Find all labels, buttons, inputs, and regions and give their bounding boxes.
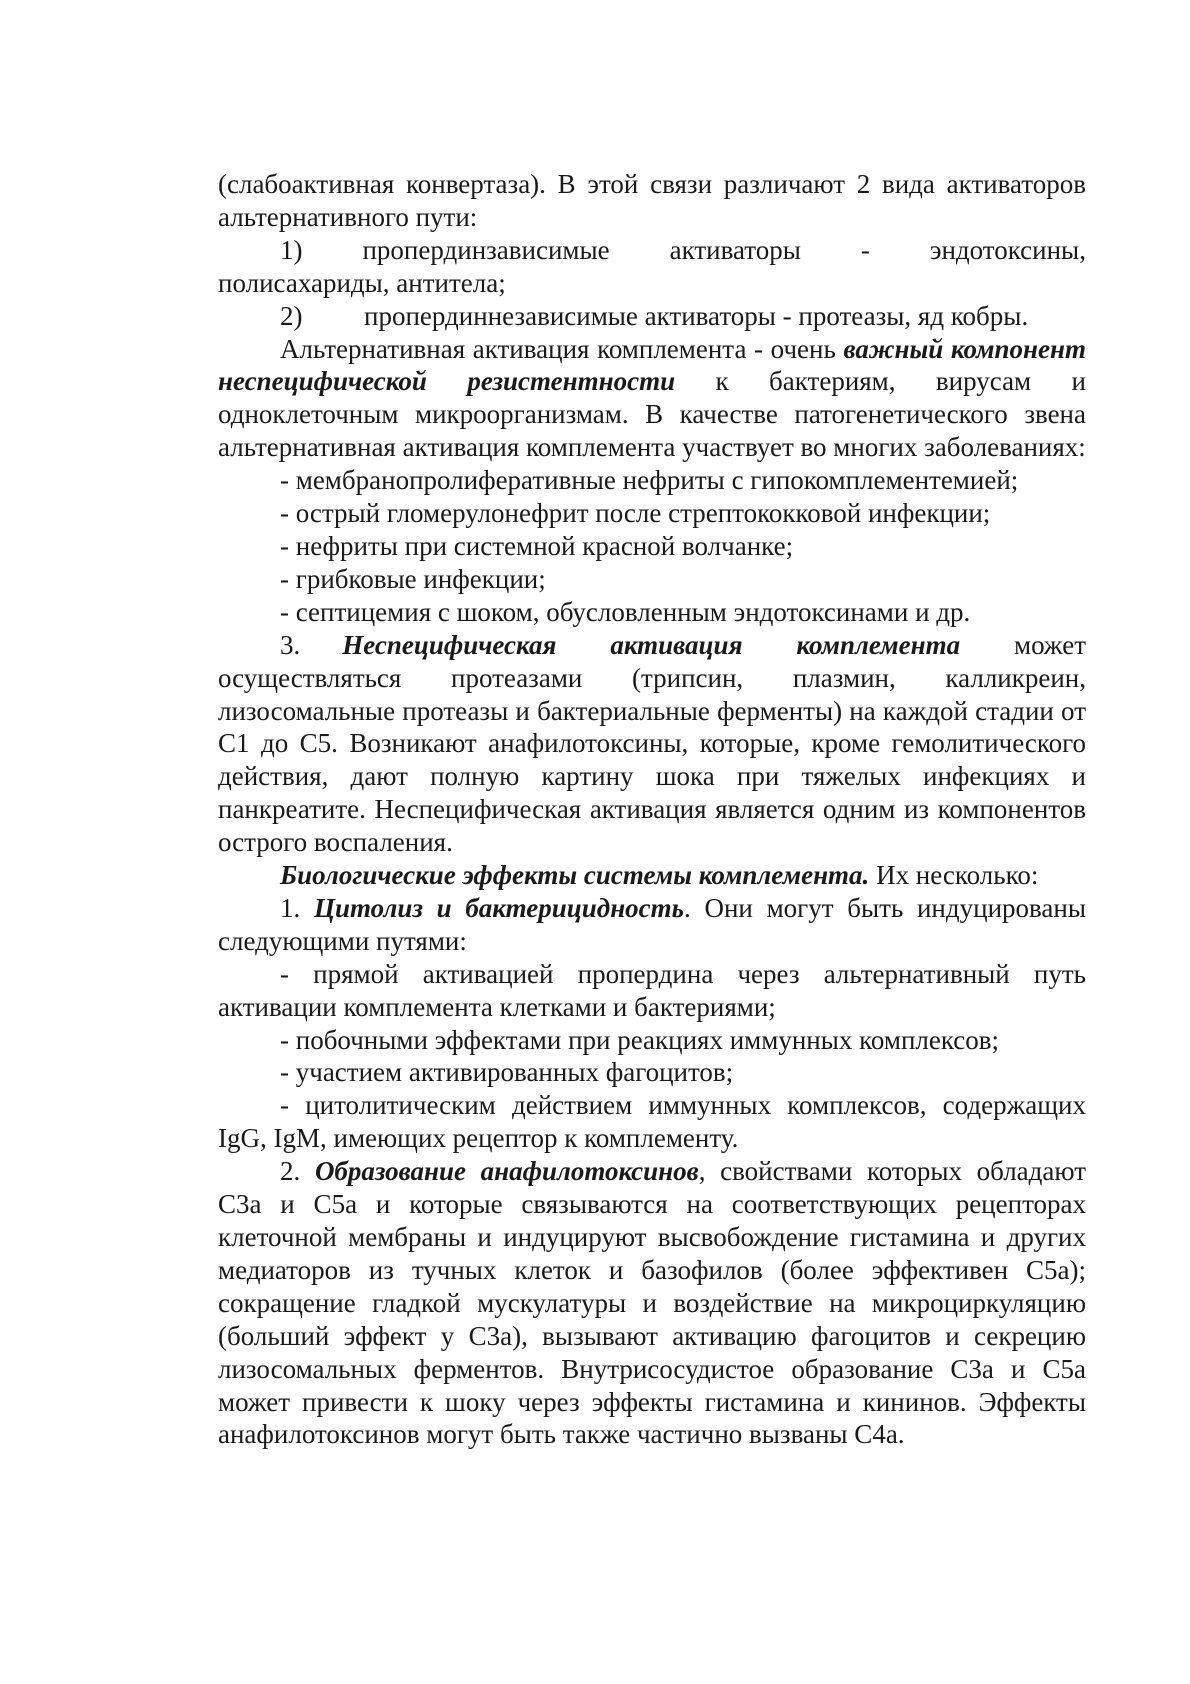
way-item: - участием активированных фагоцитов; <box>280 1057 734 1088</box>
section-number: 1. <box>280 892 314 923</box>
list-item-1-word-4: эндотоксины, <box>929 234 1086 265</box>
paragraph-cytolysis <box>218 892 1086 958</box>
paragraph-intro: (слабоактивная конвертаза). В этой связи различают 2 вида активаторов альтернативного пути: <box>218 169 1086 232</box>
list-item-2-text: пропердиннезависимые активаторы - протеазы, яд кобры. <box>364 300 1029 331</box>
list-item-1 <box>218 234 1086 267</box>
emphasis-text: Биологические эффекты системы комплемента. <box>280 860 870 891</box>
paragraph-alternative-activation <box>218 333 1086 465</box>
document-page <box>218 168 1086 1451</box>
way-item: - прямой активацией пропердина через альтернативный путь активации комплемента клетками и бактериями; <box>218 958 1086 1022</box>
list-item-2 <box>218 300 1086 333</box>
disease-item: - грибковые инфекции; <box>280 563 546 594</box>
disease-item: - мембранопролиферативные нефриты с гипокомплементемией; <box>280 465 1019 496</box>
section-number: 2. <box>280 1156 315 1187</box>
section-number: 3. <box>280 629 301 660</box>
paragraph-biological-effects <box>218 859 1086 892</box>
emphasis-text: Образование анафилотоксинов <box>314 1156 699 1187</box>
list-item-1-word-1: пропердинзависимые <box>362 234 610 265</box>
list-item-1-number: 1) <box>280 234 303 265</box>
text-run: , свойствами которых обладают С3а и С5а и которые связываются на соответствующих рецепторах клеточной мембраны и индуцируют высвобождение гистамина и других медиаторов из тучных клеток и базофилов (более эффективен С5а); сокращение гладкой мускулатуры и воздействие на микроциркуляцию (больший эффект у С3а), вызывают активацию фагоцитов и секрецию лизосомальных ферментов. Внутрисосудистое образование С3а и С5а может привести к шоку через эффекты гистамина и кининов. Эффекты анафилотоксинов могут быть также частично вызваны С4а. <box>218 1156 1087 1450</box>
text-run: Альтернативная активация комплемента - очень <box>280 333 844 364</box>
list-item-2-number: 2) <box>280 300 303 331</box>
disease-item: - острый гломерулонефрит после стрептококковой инфекции; <box>280 498 991 529</box>
list-item-1-word-3: - <box>860 234 870 265</box>
disease-item: - септицемия с шоком, обусловленным эндотоксинами и др. <box>280 596 971 627</box>
emphasis-text: важный компонент неспецифической резистентности <box>218 333 1086 397</box>
list-item-1-word-2: активаторы <box>669 234 801 265</box>
way-item: - побочными эффектами при реакциях иммунных комплексов; <box>280 1024 1000 1055</box>
list-item-1-continuation: полисахариды, антитела; <box>218 267 506 298</box>
way-item: - цитолитическим действием иммунных комплексов, содержащих IgG, IgM, имеющих рецептор к комплементу. <box>218 1090 1086 1154</box>
text-run: к бактериям, вирусам и одноклеточным микроорганизмам. В качестве патогенетического звена альтернативная активация комплемента участвует во многих заболеваниях: <box>218 366 1086 463</box>
paragraph-anaphylatoxins <box>218 1155 1086 1451</box>
text-run: может осуществляться протеазами (трипсин, плазмин, калликреин, лизосомальные протеазы и бактериальные ферменты) на каждой стадии от С1 до С5. Возникают анафилотоксины, которые, кроме гемолитического действия, дают полную картину шока при тяжелых инфекциях и панкреатите. Неспецифическая активация является одним из компонентов острого воспаления. <box>218 629 1087 858</box>
disease-item: - нефриты при системной красной волчанке; <box>280 530 794 561</box>
emphasis-text: Цитолиз и бактерицидность <box>313 892 685 923</box>
text-run: Их несколько: <box>869 860 1039 891</box>
paragraph-nonspecific-activation <box>218 629 1086 859</box>
emphasis-text: Неспецифическая активация комплемента <box>342 629 961 660</box>
text-run: . Они могут быть индуцированы следующими путями: <box>218 892 1086 956</box>
